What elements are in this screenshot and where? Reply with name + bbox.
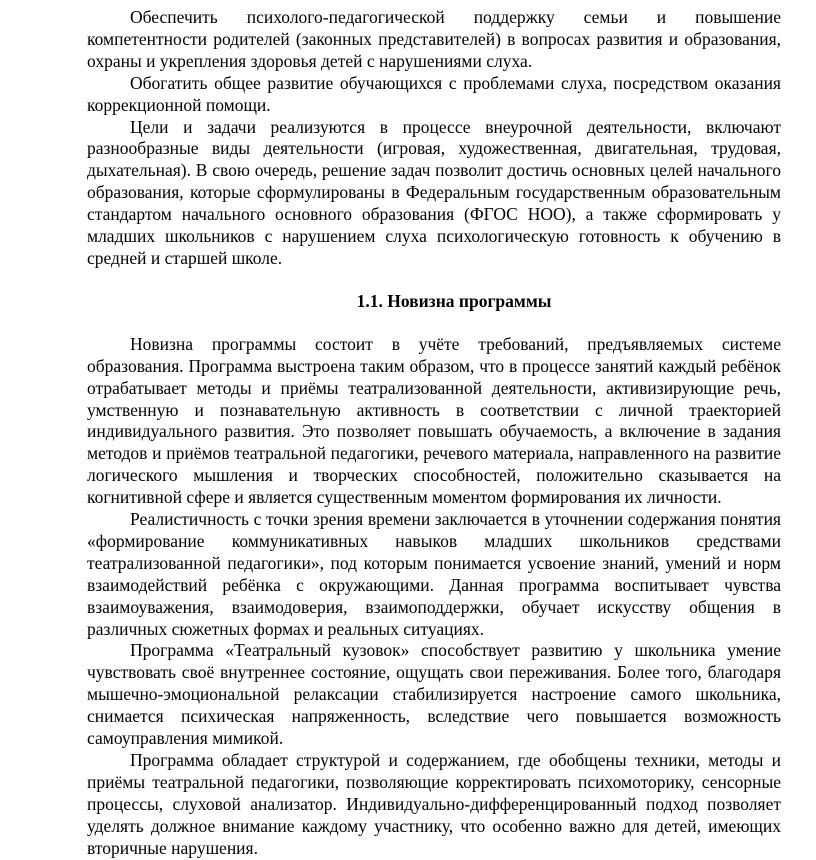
paragraph-realism: Реалистичность с точки зрения времени заключается в уточнении содержания понятия «формирование коммуникативных навыков младших школьников средствами театрализованной педагогики», под которым понимается усвоение знаний, умений и норм взаимодействий ребёнка с окружающими. Данная программа воспитывает чувства взаимоуважения, взаимодоверия, взаимоподдержки, обучает искусству общения в различных сюжетных формах и реальных ситуациях.	[87, 509, 781, 639]
paragraph-program-structure: Программа обладает структурой и содержанием, где обобщены техники, методы и приёмы театральной педагогики, позволяющие корректировать психомоторику, сенсорные процессы, слуховой анализатор. Индивидуально-дифференцированный подход позволяет уделять должное внимание каждому участнику, что особенно важно для детей, имеющих вторичные нарушения.	[87, 750, 781, 858]
document-page	[87, 7, 781, 860]
spacer	[87, 313, 781, 334]
paragraph-novelty: Новизна программы состоит в учёте требований, предъявляемых системе образования. Программа выстроена таким образом, что в процессе занятий каждый ребёнок отрабатывает методы и приёмы театрализованной деятельности, активизирующие речь, умственную и познавательную активность в соответствии с личной траекторией индивидуального развития. Это позволяет повышать обучаемость, а включение в задания методов и приёмов театральной педагогики, речевого материала, направленного на развитие логического мышления и творческих способностей, положительно сказывается на когнитивной сфере и является существенным моментом формирования их личности.	[87, 333, 781, 508]
paragraph-goals-and-tasks: Цели и задачи реализуются в процессе внеурочной деятельности, включают разнообразные виды деятельности (игровая, художественная, двигательная, трудовая, дыхательная). В свою очередь, решение задач позволит достичь основных целей начального образования, которые сформулированы в Федеральным государственным образовательным стандартом начального основного образования (ФГОС НОО), а также сформировать у младших школьников с нарушением слуха психологическую готовность к обучению в средней и старшей школе.	[87, 116, 781, 268]
spacer	[87, 270, 781, 291]
paragraph-general-development: Обогатить общее развитие обучающихся с проблемами слуха, посредством оказания коррекционной помощи.	[87, 72, 781, 115]
section-heading: 1.1. Новизна программы	[356, 290, 552, 311]
paragraph-program-theatre-box: Программа «Театральный кузовок» способствует развитию у школьника умение чувствовать своё внутреннее состояние, ощущать свои переживания. Более того, благодаря мышечно-эмоциональной релаксации стабилизируется настроение самого школьника, снимается психическая напряженность, вследствие чего повышается возможность самоуправления мимикой.	[87, 640, 781, 749]
paragraph-family-support: Обеспечить психолого-педагогической поддержку семьи и повышение компетентности родителей (законных представителей) в вопросах развития и образования, охраны и укрепления здоровья детей с нарушениями слуха.	[87, 7, 781, 71]
